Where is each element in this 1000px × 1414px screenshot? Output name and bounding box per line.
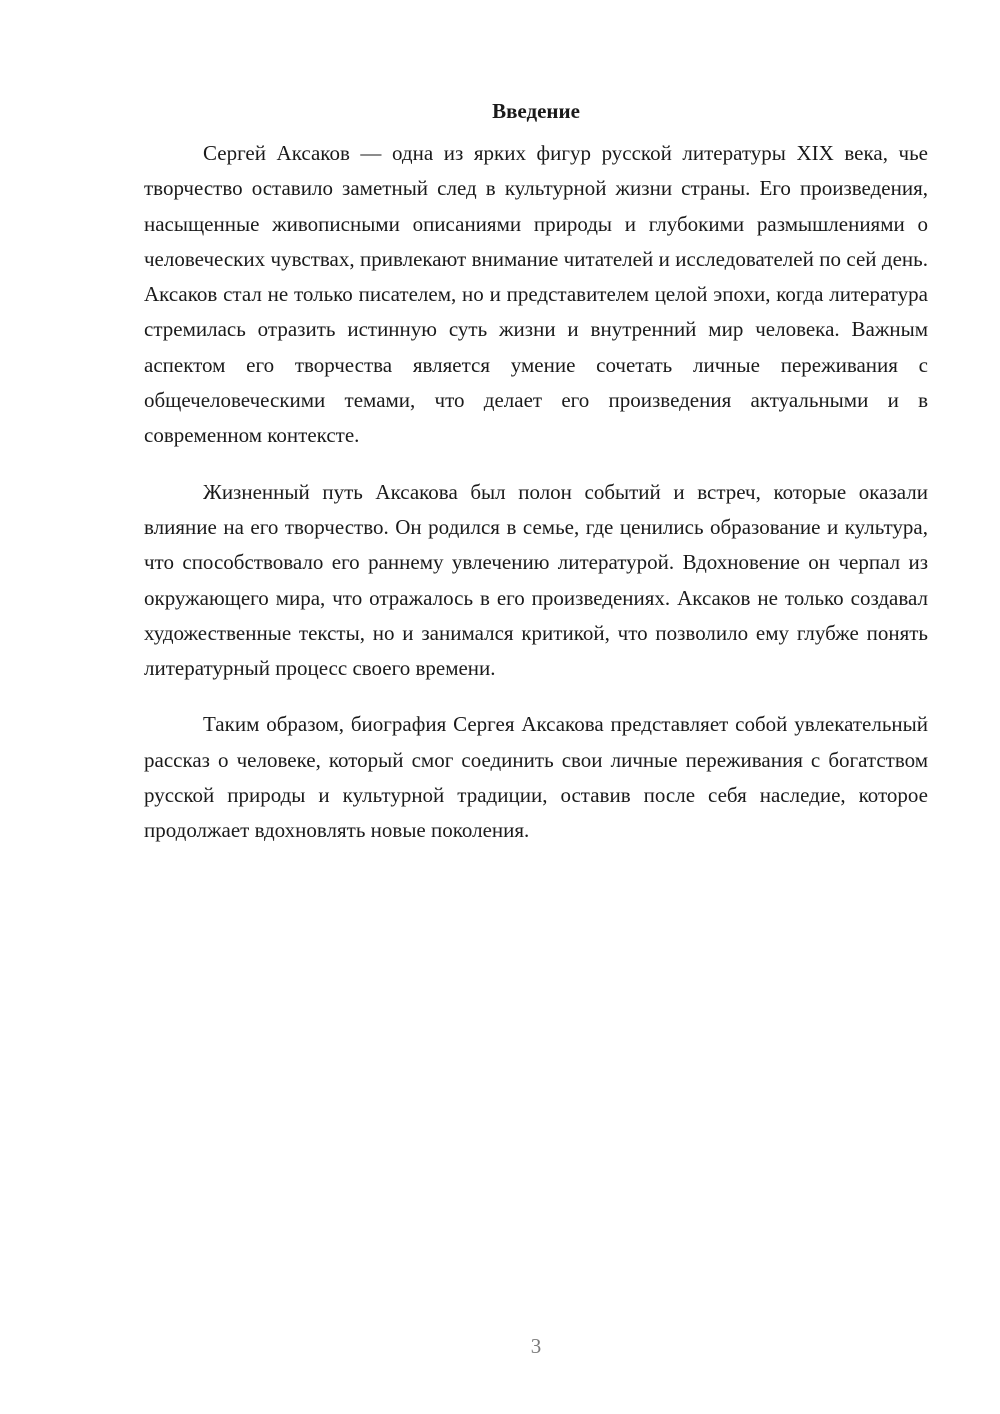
paragraph-3: Таким образом, биография Сергея Аксакова представляет собой увлекательный рассказ о человеке, который смог соединить свои личные переживания с богатством русской природы и культурной традиции, оставив после себя наследие, которое продолжает вдохновлять новые поколения. bbox=[144, 712, 928, 843]
paragraph-2: Жизненный путь Аксакова был полон событий и встреч, которые оказали влияние на его творчество. Он родился в семье, где ценились образование и культура, что способствовало его раннему увлечению литературой. Вдохновение он черпал из окружающего мира, что отражалось в его произведениях. Аксаков не только создавал художественные тексты, но и занимался критикой, что позволило ему глубже понять литературный процесс своего времени. bbox=[144, 479, 928, 681]
page-number: 3 bbox=[530, 1334, 542, 1358]
page-content bbox=[144, 98, 928, 870]
section-heading: Введение bbox=[492, 99, 580, 123]
paragraph-1: Сергей Аксаков — одна из ярких фигур русской литературы XIX века, чье творчество оставило заметный след в культурной жизни страны. Его произведения, насыщенные живописными описаниями природы и глубокими размышлениями о человеческих чувствах, привлекают внимание читателей и исследователей по сей день. Аксаков стал не только писателем, но и представителем целой эпохи, когда литература стремилась отразить истинную суть жизни и внутренний мир человека. Важным аспектом его творчества является умение сочетать личные переживания с общечеловеческими темами, что делает его произведения актуальными и в современном контексте. bbox=[144, 141, 928, 448]
